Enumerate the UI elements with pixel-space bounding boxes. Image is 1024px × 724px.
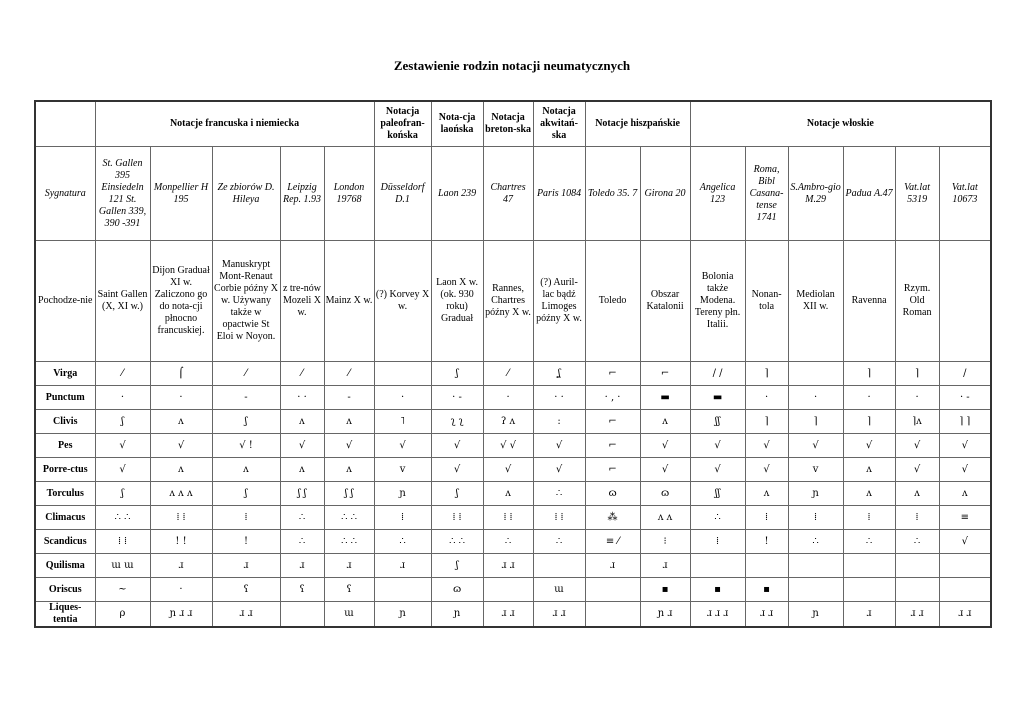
neume-glyph-cell: ∴: [843, 530, 895, 554]
neume-glyph-cell: ·: [374, 386, 431, 410]
origin-cell: Dijon Graduał XI w. Zaliczono go do nota-cji płnocno francuskiej.: [150, 241, 212, 362]
signature-cell: Girona 20: [640, 147, 690, 241]
neume-glyph-cell: ʃ ʃ: [280, 482, 324, 506]
neume-row: [35, 482, 991, 506]
neume-glyph-cell: ⌠: [150, 362, 212, 386]
neume-glyph-cell: ɯ: [324, 602, 374, 628]
neume-glyph-cell: √: [280, 434, 324, 458]
neume-glyph-cell: ▬: [690, 386, 745, 410]
origin-cell: (?) Auril-lac bądź Limoges późny X w.: [533, 241, 585, 362]
neume-glyph-cell: [280, 602, 324, 628]
neume-glyph-cell: · ·: [533, 386, 585, 410]
neume-name-cell: Quilisma: [35, 554, 95, 578]
neume-glyph-cell: ɲ: [431, 602, 483, 628]
neume-glyph-cell: ɹ ɹ ɹ: [690, 602, 745, 628]
neume-glyph-cell: ∴: [788, 530, 843, 554]
origin-cell: Mediolan XII w.: [788, 241, 843, 362]
neume-glyph-cell: √: [939, 530, 991, 554]
neume-glyph-cell: ⁞: [745, 506, 788, 530]
neume-glyph-cell: ≡: [939, 506, 991, 530]
page-title: Zestawienie rodzin notacji neumatycznych: [393, 58, 631, 73]
group-header-row: [35, 101, 991, 147]
neume-glyph-cell: ʌ ʌ ʌ: [150, 482, 212, 506]
origin-cell: [939, 241, 991, 362]
origin-cell: (?) Korvey X w.: [374, 241, 431, 362]
neume-glyph-cell: ⁞: [212, 506, 280, 530]
signature-cell: Leipzig Rep. 1.93: [280, 147, 324, 241]
neume-glyph-cell: ʌ: [150, 458, 212, 482]
neume-glyph-cell: [483, 578, 533, 602]
neume-glyph-cell: ⁞: [690, 530, 745, 554]
neume-glyph-cell: √: [533, 434, 585, 458]
neume-row: [35, 362, 991, 386]
neume-glyph-cell: ɹ ɹ: [745, 602, 788, 628]
neume-glyph-cell: √: [324, 434, 374, 458]
neume-glyph-cell: ⁞ ⁞: [95, 530, 150, 554]
neume-glyph-cell: !: [212, 530, 280, 554]
neume-glyph-cell: ʌ: [280, 410, 324, 434]
neume-name-cell: Liques-tentia: [35, 602, 95, 628]
neume-glyph-cell: √: [533, 458, 585, 482]
neume-glyph-cell: ʌ: [324, 458, 374, 482]
neume-glyph-cell: [843, 578, 895, 602]
neume-glyph-cell: ɹ ɹ: [533, 602, 585, 628]
neume-glyph-cell: ⁂: [585, 506, 640, 530]
neume-glyph-cell: ∴: [483, 530, 533, 554]
neume-glyph-cell: ∴: [280, 506, 324, 530]
neume-glyph-cell: ɲ: [788, 602, 843, 628]
neume-glyph-cell: √: [939, 434, 991, 458]
origin-cell: Rannes, Chartres późny X w.: [483, 241, 533, 362]
neume-glyph-cell: ⌉ʌ: [895, 410, 939, 434]
neume-glyph-cell: ɹ: [640, 554, 690, 578]
neume-glyph-cell: ⁄: [324, 362, 374, 386]
neume-glyph-cell: [843, 554, 895, 578]
neume-glyph-cell: √ !: [212, 434, 280, 458]
neume-glyph-cell: ɯ ɯ: [95, 554, 150, 578]
origin-cell: Bolonia także Modena. Tereny płn. Italii.: [690, 241, 745, 362]
neume-row: [35, 434, 991, 458]
signature-cell: Roma, Bibl Casana-tense 1741: [745, 147, 788, 241]
neume-glyph-cell: ɹ: [324, 554, 374, 578]
signature-cell: Vat.lat 5319: [895, 147, 939, 241]
neume-glyph-cell: ɹ ɹ: [939, 602, 991, 628]
neume-glyph-cell: ʔ ʌ: [483, 410, 533, 434]
neume-glyph-cell: ∴ ∴: [95, 506, 150, 530]
neume-name-cell: Porre-ctus: [35, 458, 95, 482]
signature-cell: Padua A.47: [843, 147, 895, 241]
neume-glyph-cell: ∴: [533, 482, 585, 506]
neume-glyph-cell: ʃ: [212, 410, 280, 434]
neume-glyph-cell: -: [324, 386, 374, 410]
neume-row: [35, 386, 991, 410]
neume-glyph-cell: ʃ: [431, 482, 483, 506]
neume-glyph-cell: ⌐: [585, 362, 640, 386]
neume-row: [35, 530, 991, 554]
neume-glyph-cell: [788, 554, 843, 578]
neume-glyph-cell: ʌ: [843, 482, 895, 506]
neume-glyph-cell: ʅ ʅ: [431, 410, 483, 434]
neume-glyph-cell: ʃ: [95, 482, 150, 506]
neume-glyph-cell: ∴: [690, 506, 745, 530]
neume-glyph-cell: ʌ: [483, 482, 533, 506]
origin-row: [35, 241, 991, 362]
neume-glyph-cell: ∴ ∴: [431, 530, 483, 554]
neume-name-cell: Scandicus: [35, 530, 95, 554]
neume-glyph-cell: ! !: [150, 530, 212, 554]
neume-glyph-cell: / /: [690, 362, 745, 386]
neume-glyph-cell: · -: [939, 386, 991, 410]
group-header-cell: Notacja akwitań-ska: [533, 101, 585, 147]
neume-glyph-cell: [788, 578, 843, 602]
neume-glyph-cell: ʃ ʃ: [324, 482, 374, 506]
group-header-cell: Nota-cja laońska: [431, 101, 483, 147]
neume-glyph-cell: ʌ: [324, 410, 374, 434]
neume-glyph-cell: ɹ: [212, 554, 280, 578]
neume-glyph-cell: ⁝: [640, 530, 690, 554]
neume-glyph-cell: ⁞: [788, 506, 843, 530]
neume-glyph-cell: ⁞: [843, 506, 895, 530]
neume-glyph-cell: ɹ: [843, 602, 895, 628]
neume-name-cell: Torculus: [35, 482, 95, 506]
neume-glyph-cell: ɲ: [788, 482, 843, 506]
origin-cell: Laon X w. (ok. 930 roku) Graduał: [431, 241, 483, 362]
neume-glyph-cell: ɲ: [374, 602, 431, 628]
neume-glyph-cell: √: [690, 458, 745, 482]
neume-glyph-cell: ⌉: [745, 362, 788, 386]
neume-glyph-cell: ʃʃ: [690, 482, 745, 506]
neume-glyph-cell: ɲ ɹ: [640, 602, 690, 628]
neume-glyph-cell: [585, 578, 640, 602]
neume-glyph-cell: [374, 362, 431, 386]
neume-glyph-cell: ▪: [690, 578, 745, 602]
signature-cell: St. Gallen 395 Einsiedeln 121 St. Gallen 339, 390 -391: [95, 147, 150, 241]
neume-glyph-cell: √: [690, 434, 745, 458]
neume-glyph-cell: ʌ: [843, 458, 895, 482]
neume-glyph-cell: ⌐: [585, 410, 640, 434]
neume-glyph-cell: ⁞ ⁞: [483, 506, 533, 530]
signature-cell: Laon 239: [431, 147, 483, 241]
neume-glyph-cell: [585, 602, 640, 628]
neume-glyph-cell: √: [939, 458, 991, 482]
neume-name-cell: Virga: [35, 362, 95, 386]
neume-notation-table: [34, 100, 992, 628]
group-header-cell: Notacje francuska i niemiecka: [95, 101, 374, 147]
neume-glyph-cell: ⌉: [843, 410, 895, 434]
neume-glyph-cell: ~: [95, 578, 150, 602]
neume-glyph-cell: :: [533, 410, 585, 434]
neume-glyph-cell: ⁄: [280, 362, 324, 386]
neume-glyph-cell: ·: [95, 386, 150, 410]
neume-glyph-cell: ɷ: [431, 578, 483, 602]
neume-glyph-cell: ⁄: [483, 362, 533, 386]
origin-cell: Toledo: [585, 241, 640, 362]
neume-name-cell: Climacus: [35, 506, 95, 530]
neume-glyph-cell: [745, 554, 788, 578]
neume-glyph-cell: -: [212, 386, 280, 410]
neume-glyph-cell: √: [788, 434, 843, 458]
neume-glyph-cell: ∴: [280, 530, 324, 554]
neume-glyph-cell: ·: [788, 386, 843, 410]
group-header-cell: Notacje włoskie: [690, 101, 991, 147]
neume-glyph-cell: ⌐: [585, 458, 640, 482]
neume-glyph-cell: ⌐: [640, 362, 690, 386]
neume-glyph-cell: √ √: [483, 434, 533, 458]
neume-glyph-cell: √: [895, 434, 939, 458]
neume-glyph-cell: √: [431, 434, 483, 458]
neume-glyph-cell: [690, 554, 745, 578]
origin-cell: Ravenna: [843, 241, 895, 362]
neume-glyph-cell: ʌ: [745, 482, 788, 506]
neume-glyph-cell: ɹ ɹ: [483, 602, 533, 628]
neume-glyph-cell: √: [374, 434, 431, 458]
signature-cell: Toledo 35. 7: [585, 147, 640, 241]
neume-glyph-cell: · ·: [280, 386, 324, 410]
neume-glyph-cell: ⁄: [212, 362, 280, 386]
header-empty-cell: [35, 101, 95, 147]
signature-cell: Monpellier H 195: [150, 147, 212, 241]
neume-glyph-cell: ⁞: [374, 506, 431, 530]
neume-glyph-cell: ⁞ ⁞: [533, 506, 585, 530]
neume-glyph-cell: ɹ ɹ: [212, 602, 280, 628]
neume-glyph-cell: ʃʃ: [690, 410, 745, 434]
neume-glyph-cell: ∴ ∴: [324, 506, 374, 530]
neume-row: [35, 602, 991, 628]
neume-glyph-cell: ʌ: [280, 458, 324, 482]
neume-glyph-cell: ʌ: [150, 410, 212, 434]
neume-glyph-cell: ⌉: [843, 362, 895, 386]
neume-name-cell: Oriscus: [35, 578, 95, 602]
neume-glyph-cell: ⌐: [585, 434, 640, 458]
group-header-cell: Notacja breton-ska: [483, 101, 533, 147]
neume-glyph-cell: ·: [843, 386, 895, 410]
signature-cell: Angelica 123: [690, 147, 745, 241]
signature-cell: Chartres 47: [483, 147, 533, 241]
neume-glyph-cell: v: [788, 458, 843, 482]
neume-glyph-cell: √: [745, 458, 788, 482]
neume-glyph-cell: ·: [745, 386, 788, 410]
neume-glyph-cell: [374, 578, 431, 602]
neume-glyph-cell: ⁄: [95, 362, 150, 386]
neume-glyph-cell: √: [745, 434, 788, 458]
neume-glyph-cell: ⁞: [895, 506, 939, 530]
neume-glyph-cell: ʕ: [324, 578, 374, 602]
neume-glyph-cell: ɲ ɹ ɹ: [150, 602, 212, 628]
signature-row-label: Sygnatura: [35, 147, 95, 241]
neume-glyph-cell: ɹ ɹ: [483, 554, 533, 578]
neume-glyph-cell: √: [640, 434, 690, 458]
neume-glyph-cell: ∴ ∴: [324, 530, 374, 554]
signature-cell: Vat.lat 10673: [939, 147, 991, 241]
signature-cell: S.Ambro-gio M.29: [788, 147, 843, 241]
neume-glyph-cell: [939, 554, 991, 578]
neume-glyph-cell: ·: [895, 386, 939, 410]
neume-glyph-cell: ⌉: [895, 362, 939, 386]
origin-cell: Mainz X w.: [324, 241, 374, 362]
neume-row: [35, 554, 991, 578]
neume-glyph-cell: √: [150, 434, 212, 458]
neume-glyph-cell: ·: [150, 578, 212, 602]
neume-row: [35, 410, 991, 434]
neume-name-cell: Punctum: [35, 386, 95, 410]
neume-glyph-cell: √: [483, 458, 533, 482]
signature-cell: Paris 1084: [533, 147, 585, 241]
neume-glyph-cell: v: [374, 458, 431, 482]
signature-cell: Düsseldorf D.1: [374, 147, 431, 241]
neume-glyph-cell: [939, 578, 991, 602]
origin-cell: z tre-nów Mozeli X w.: [280, 241, 324, 362]
neume-glyph-cell: ⌉ ⌉: [939, 410, 991, 434]
neume-row: [35, 458, 991, 482]
neume-glyph-cell: · , ·: [585, 386, 640, 410]
neume-glyph-cell: ·: [483, 386, 533, 410]
neume-glyph-cell: ʃ: [95, 410, 150, 434]
signature-row: [35, 147, 991, 241]
neume-glyph-cell: √: [843, 434, 895, 458]
neume-glyph-cell: [895, 578, 939, 602]
neume-glyph-cell: ʌ: [939, 482, 991, 506]
neume-glyph-cell: ρ: [95, 602, 150, 628]
neume-glyph-cell: ▬: [640, 386, 690, 410]
neume-glyph-cell: ʌ: [212, 458, 280, 482]
group-header-cell: Notacje hiszpańskie: [585, 101, 690, 147]
signature-cell: London 19768: [324, 147, 374, 241]
neume-glyph-cell: ∴: [533, 530, 585, 554]
neume-glyph-cell: ⁞ ⁞: [150, 506, 212, 530]
neume-glyph-cell: √: [640, 458, 690, 482]
neume-glyph-cell: ▪: [745, 578, 788, 602]
origin-cell: Saint Gallen (X, XI w.): [95, 241, 150, 362]
neume-glyph-cell: ɯ: [533, 578, 585, 602]
neume-glyph-cell: ɹ: [374, 554, 431, 578]
neume-glyph-cell: ʃ: [431, 554, 483, 578]
neume-glyph-cell: √: [895, 458, 939, 482]
neume-glyph-cell: !: [745, 530, 788, 554]
neume-glyph-cell: ⁞ ⁞: [431, 506, 483, 530]
neume-glyph-cell: ʃ: [431, 362, 483, 386]
neume-glyph-cell: ʕ: [212, 578, 280, 602]
neume-glyph-cell: ʕ: [280, 578, 324, 602]
neume-glyph-cell: ˥: [374, 410, 431, 434]
neume-glyph-cell: ⌉: [745, 410, 788, 434]
origin-cell: Manuskrypt Mont-Renaut Corbie późny X w. Używany także w opactwie St Eloi w Noyon.: [212, 241, 280, 362]
neume-glyph-cell: √: [95, 458, 150, 482]
neume-glyph-cell: /: [939, 362, 991, 386]
neume-glyph-cell: ɷ: [585, 482, 640, 506]
neume-glyph-cell: ʌ: [895, 482, 939, 506]
neume-glyph-cell: ʃ: [212, 482, 280, 506]
neume-glyph-cell: ∴: [895, 530, 939, 554]
neume-glyph-cell: √: [95, 434, 150, 458]
origin-cell: Nonan-tola: [745, 241, 788, 362]
neume-glyph-cell: ʆ: [533, 362, 585, 386]
origin-cell: Rzym. Old Roman: [895, 241, 939, 362]
neume-glyph-cell: ɹ ɹ: [895, 602, 939, 628]
neume-row: [35, 506, 991, 530]
neume-glyph-cell: ɷ: [640, 482, 690, 506]
neume-glyph-cell: ʌ ʌ: [640, 506, 690, 530]
neume-glyph-cell: ·: [150, 386, 212, 410]
neume-glyph-cell: ▪: [640, 578, 690, 602]
neume-glyph-cell: ɹ: [150, 554, 212, 578]
neume-glyph-cell: ∴: [374, 530, 431, 554]
origin-row-label: Pochodze-nie: [35, 241, 95, 362]
neume-glyph-cell: ɹ: [280, 554, 324, 578]
neume-glyph-cell: [533, 554, 585, 578]
neume-glyph-cell: ɹ: [585, 554, 640, 578]
neume-glyph-cell: [895, 554, 939, 578]
neume-glyph-cell: · ‑: [431, 386, 483, 410]
neume-glyph-cell: ≡ ⁄: [585, 530, 640, 554]
neume-glyph-cell: ɲ: [374, 482, 431, 506]
neume-glyph-cell: ⌉: [788, 410, 843, 434]
signature-cell: Ze zbiorów D. Hileya: [212, 147, 280, 241]
neume-name-cell: Pes: [35, 434, 95, 458]
neume-glyph-cell: √: [431, 458, 483, 482]
group-header-cell: Notacja paleofran-końska: [374, 101, 431, 147]
neume-name-cell: Clivis: [35, 410, 95, 434]
origin-cell: Obszar Katalonii: [640, 241, 690, 362]
neume-row: [35, 578, 991, 602]
neume-glyph-cell: ʌ: [640, 410, 690, 434]
neume-glyph-cell: [788, 362, 843, 386]
